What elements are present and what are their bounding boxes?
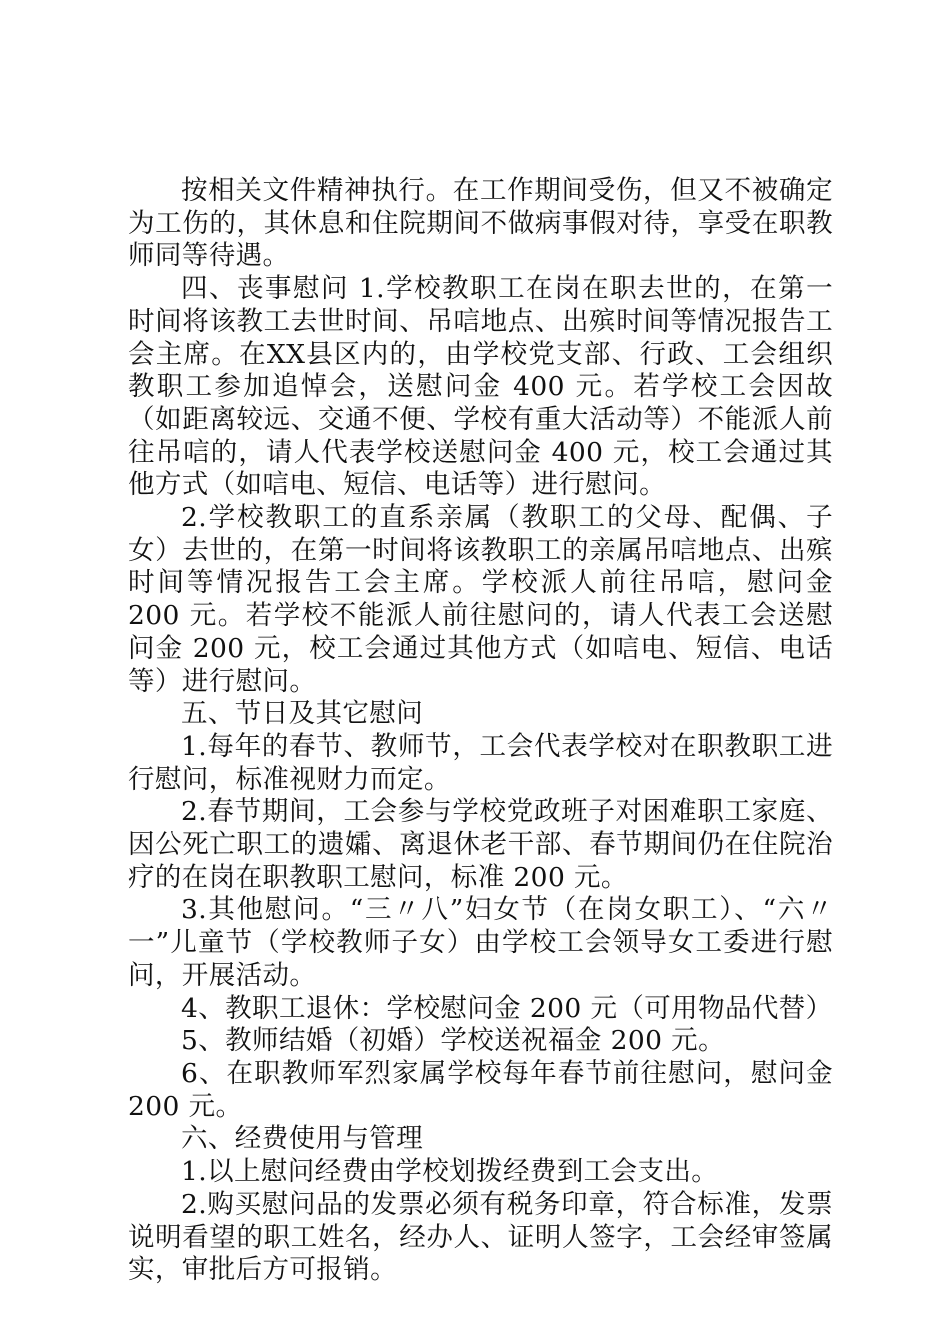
paragraph-work-injury-continuation: 按相关文件精神执行。在工作期间受伤，但又不被确定为工伤的，其休息和住院期间不做病事假对待，享受在职教师同等待遇。 <box>128 175 833 272</box>
section-heading-holidays: 五、节日及其它慰问 <box>181 698 424 730</box>
document-body <box>128 175 833 1287</box>
section-heading-funds: 六、经费使用与管理 <box>181 1123 424 1155</box>
paragraph-holiday-item-3: 3.其他慰问。“三〃八”妇女节（在岗女职工）、“六〃一”儿童节（学校教师子女）由学校工会领导女工委进行慰问，开展活动。 <box>128 894 833 991</box>
paragraph-holiday-item-5: 5、教师结婚（初婚）学校送祝福金 200 元。 <box>181 1025 725 1057</box>
paragraph-funeral-condolence-relatives: 2.学校教职工的直系亲属（教职工的父母、配偶、子女）去世的，在第一时间将该教职工的亲属吊唁地点、出殡时间等情况报告工会主席。学校派人前往吊唁，慰问金 200 元。若学校不能派人前往慰问的，请人代表工会送慰问金 200 元，校工会通过其他方式（如唁电、短信、电话等）进行慰问。 <box>128 502 833 697</box>
paragraph-holiday-item-6: 6、在职教师军烈家属学校每年春节前往慰问，慰问金 200 元。 <box>128 1057 833 1122</box>
paragraph-funeral-condolence-staff: 四、丧事慰问 1.学校教职工在岗在职去世的，在第一时间将该教工去世时间、吊唁地点、出殡时间等情况报告工会主席。在XX县区内的，由学校党支部、行政、工会组织教职工参加追悼会，送慰问金 400 元。若学校工会因故（如距离较远、交通不便、学校有重大活动等）不能派人前往吊唁的，请人代表学校送慰问金 400 元，校工会通过其他方式（如唁电、短信、电话等）进行慰问。 <box>128 273 833 501</box>
paragraph-holiday-item-1: 1.每年的春节、教师节，工会代表学校对在职教职工进行慰问，标准视财力而定。 <box>128 730 833 795</box>
paragraph-holiday-item-2: 2.春节期间，工会参与学校党政班子对困难职工家庭、因公死亡职工的遗孀、离退休老干部、春节期间仍在住院治疗的在岗在职教职工慰问，标准 200 元。 <box>128 796 833 893</box>
paragraph-funds-item-1: 1.以上慰问经费由学校划拨经费到工会支出。 <box>181 1156 719 1188</box>
paragraph-holiday-item-4: 4、教职工退休：学校慰问金 200 元（可用物品代替） <box>181 992 833 1024</box>
paragraph-funds-item-2: 2.购买慰问品的发票必须有税务印章，符合标准，发票说明看望的职工姓名，经办人、证明人签字，工会经审签属实，审批后方可报销。 <box>128 1188 833 1286</box>
